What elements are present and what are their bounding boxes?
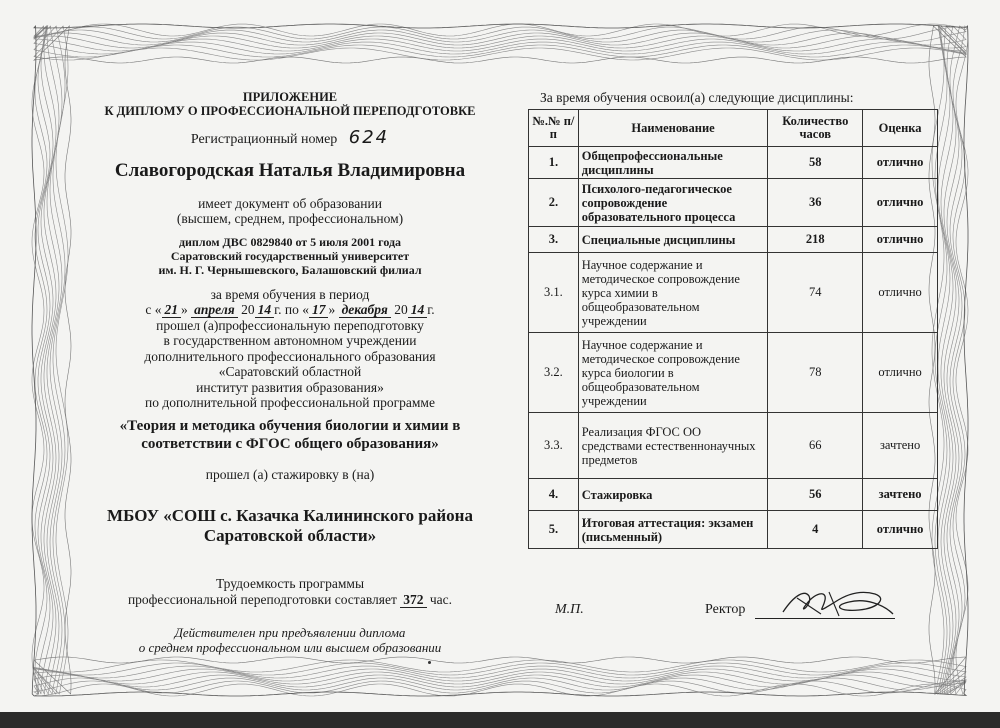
row-grade: зачтено xyxy=(863,413,938,479)
row-name: Специальные дисциплины xyxy=(578,227,768,253)
diploma-line-2: Саратовский государственный университет xyxy=(170,248,410,263)
table-body xyxy=(529,147,938,549)
passed-line-2: в государственном автономном учреждении xyxy=(163,333,417,348)
column-header-hours: Количество часов xyxy=(768,110,863,147)
row-number: 3.3. xyxy=(529,413,579,479)
workload-value: 372 xyxy=(400,592,426,608)
stamp-label: М.П. xyxy=(555,602,584,617)
period-to-month: декабря xyxy=(339,302,391,318)
disciplines-header: За время обучения освоил(а) следующие дисциплины: xyxy=(540,90,854,105)
period-label: за время обучения в период xyxy=(210,286,370,302)
validity-line-1: Действителен при предъявлении диплома xyxy=(174,625,406,640)
row-name: Научное содержание и методическое сопровождение курса химии в общеобразовательном учреждении xyxy=(578,253,768,333)
table-row xyxy=(529,253,938,333)
row-hours: 56 xyxy=(768,479,863,511)
row-hours: 4 xyxy=(768,511,863,549)
row-number: 2. xyxy=(529,179,579,227)
workload-line-2 xyxy=(75,592,505,608)
title-line-2: К ДИПЛОМУ О ПРОФЕССИОНАЛЬНОЙ ПЕРЕПОДГОТОВКЕ xyxy=(104,104,476,118)
row-name: Итоговая аттестация: экзамен (письменный) xyxy=(578,511,768,549)
passed-line-3: дополнительного профессионального образования xyxy=(144,348,436,364)
column-header-number: №.№ п/п xyxy=(529,110,579,147)
table-row xyxy=(529,511,938,549)
row-name: Стажировка xyxy=(578,479,768,511)
period-dates xyxy=(75,302,505,318)
diploma-line-1: диплом ДВС 0829840 от 5 июля 2001 года xyxy=(178,234,402,249)
period-to-day: 17 xyxy=(309,302,329,318)
row-grade: зачтено xyxy=(863,479,938,511)
internship-school xyxy=(75,506,505,546)
school-line-2: Саратовской области» xyxy=(203,526,377,545)
holder-name: Славогородская Наталья Владимировна xyxy=(114,159,466,181)
row-number: 3. xyxy=(529,227,579,253)
internship-label: прошел (а) стажировку в (на) xyxy=(205,466,375,482)
row-number: 4. xyxy=(529,479,579,511)
row-grade: отлично xyxy=(863,511,938,549)
row-number: 3.2. xyxy=(529,333,579,413)
row-hours: 58 xyxy=(768,147,863,179)
row-name: Психолого-педагогическое сопровождение образовательного процесса xyxy=(578,179,768,227)
period-to-year: 14 xyxy=(408,302,428,318)
passed-line-5: институт развития образования» xyxy=(196,379,384,395)
row-hours: 36 xyxy=(768,179,863,227)
passed-line-4: «Саратовский областной xyxy=(218,364,362,379)
row-hours: 78 xyxy=(768,333,863,413)
period-to-mid: » xyxy=(328,302,336,317)
workload-prefix: профессиональной переподготовки составляет xyxy=(127,591,397,607)
row-grade: отлично xyxy=(863,227,938,253)
scan-speck xyxy=(428,661,431,664)
passed-line-1: прошел (а)профессиональную переподготовку xyxy=(156,317,424,333)
passed-line-6: по дополнительной профессиональной программе xyxy=(145,395,435,410)
period-from-month: апреля xyxy=(191,302,238,318)
validity-note xyxy=(75,625,505,655)
table-header-row xyxy=(529,110,938,147)
period-from-year: 14 xyxy=(255,302,275,318)
table-row xyxy=(529,227,938,253)
row-grade: отлично xyxy=(863,253,938,333)
row-name: Научное содержание и методическое сопровождение курса биологии в общеобразовательном учреждении xyxy=(578,333,768,413)
row-hours: 218 xyxy=(768,227,863,253)
table-row xyxy=(529,479,938,511)
period-to-year-prefix: 20 xyxy=(394,302,408,317)
period-from-year-suffix: г. по « xyxy=(274,302,309,317)
column-header-name: Наименование xyxy=(578,110,768,147)
period-from-mid: » xyxy=(181,302,188,317)
row-grade: отлично xyxy=(863,333,938,413)
period-from-prefix: с « xyxy=(145,302,162,317)
table-row xyxy=(529,147,938,179)
rector-label: Ректор xyxy=(705,602,746,617)
workload-suffix: час. xyxy=(429,591,453,607)
workload-line-1: Трудоемкость программы xyxy=(215,576,365,591)
program-line-1: «Теория и методика обучения биологии и химии в xyxy=(119,417,461,434)
period-from-day: 21 xyxy=(162,302,182,318)
row-number: 3.1. xyxy=(529,253,579,333)
row-number: 5. xyxy=(529,511,579,549)
left-column xyxy=(75,90,505,655)
registration-label: Регистрационный номер xyxy=(190,132,338,147)
row-hours: 74 xyxy=(768,253,863,333)
row-name: Общепрофессиональные дисциплины xyxy=(578,147,768,179)
period-from-year-prefix: 20 xyxy=(241,302,255,317)
registration-number: 624 xyxy=(348,127,390,148)
row-grade: отлично xyxy=(863,179,938,227)
rector-signature xyxy=(775,584,895,624)
education-line-1: имеет документ об образовании xyxy=(198,195,382,211)
table-row xyxy=(529,179,938,227)
title-line-1: ПРИЛОЖЕНИЕ xyxy=(242,90,338,104)
row-name: Реализация ФГОС ОО средствами естественнонаучных предметов xyxy=(578,413,768,479)
disciplines-table xyxy=(528,109,938,549)
validity-line-2: о среднем профессиональном или высшем образовании xyxy=(138,640,442,655)
program-line-2: соответствии с ФГОС общего образования» xyxy=(141,435,439,452)
period-to-year-suffix: г. xyxy=(427,302,435,317)
program-title xyxy=(75,417,505,453)
education-line-2: (высшем, среднем, профессиональном) xyxy=(176,211,404,226)
table-row xyxy=(529,413,938,479)
registration-row xyxy=(75,127,505,148)
row-grade: отлично xyxy=(863,147,938,179)
signature-block xyxy=(555,600,935,628)
right-column xyxy=(528,90,940,549)
row-number: 1. xyxy=(529,147,579,179)
row-hours: 66 xyxy=(768,413,863,479)
school-line-1: МБОУ «СОШ с. Казачка Калининского района xyxy=(107,506,473,525)
table-row xyxy=(529,333,938,413)
diploma-line-3: им. Н. Г. Чернышевского, Балашовский филиал xyxy=(158,262,422,277)
column-header-grade: Оценка xyxy=(863,110,938,147)
